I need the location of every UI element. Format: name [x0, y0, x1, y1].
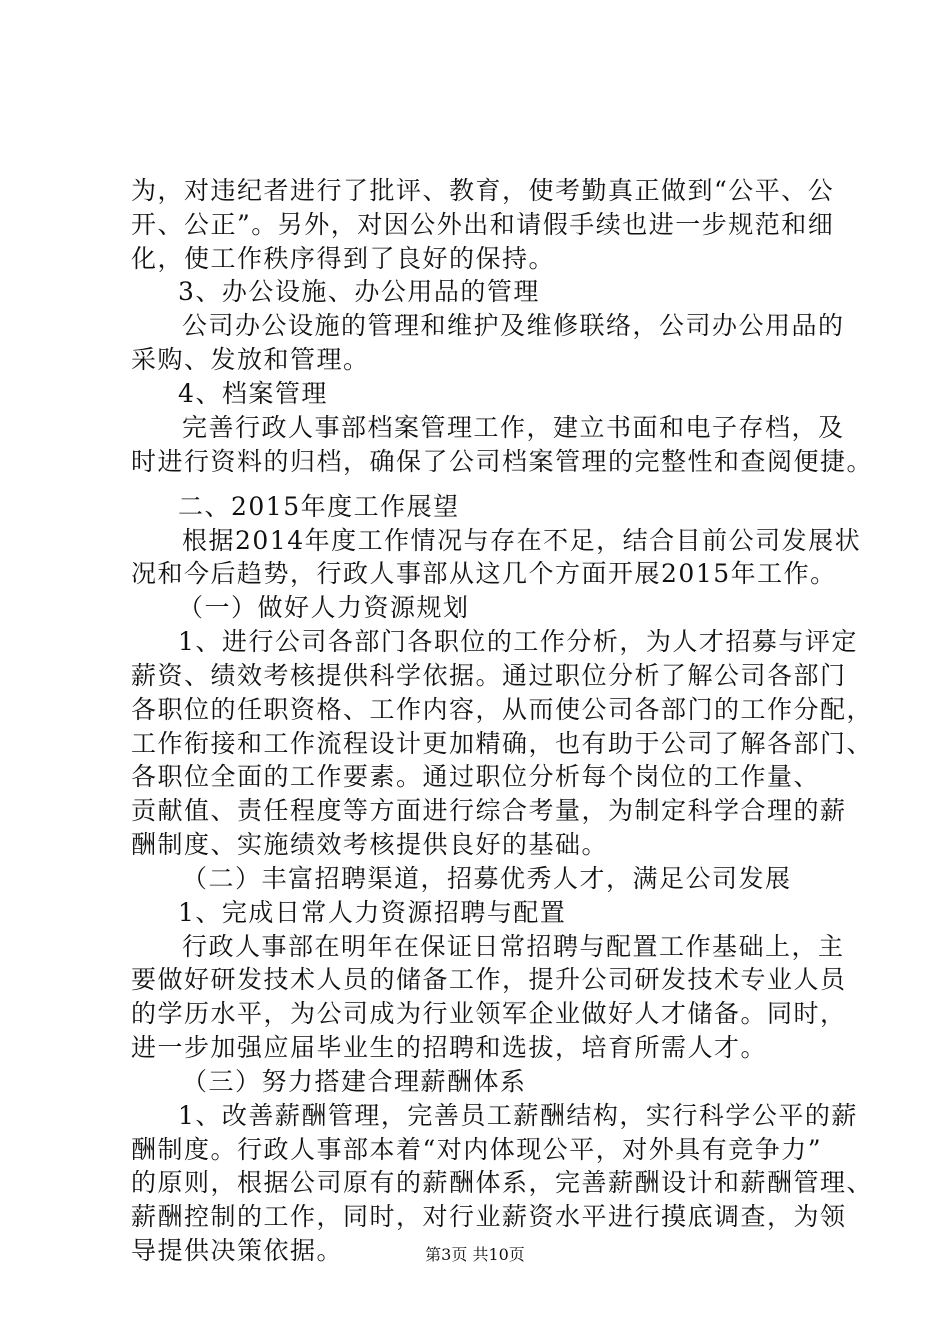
- text-line: 为，对违纪者进行了批评、教育，使考勤真正做到“公平、公: [131, 176, 835, 205]
- text-line: 完善行政人事部档案管理工作，建立书面和电子存档，及: [182, 413, 845, 442]
- section-heading: 4、档案管理: [178, 379, 328, 408]
- text-line: 时进行资料的归档，确保了公司档案管理的完整性和查阅便捷。: [131, 447, 874, 476]
- text-line: 1、改善薪酬管理，完善员工薪酬结构，实行科学公平的薪: [178, 1101, 858, 1130]
- text-line: 各职位全面的工作要素。通过职位分析每个岗位的工作量、: [131, 762, 821, 791]
- text-line: 导提供决策依据。: [131, 1236, 344, 1265]
- text-line: 行政人事部在明年在保证日常招聘与配置工作基础上，主: [182, 932, 845, 961]
- page-footer: 第3页 共10页: [425, 1245, 525, 1264]
- section-heading: （一）做好人力资源规划: [178, 593, 470, 622]
- section-heading: （二）丰富招聘渠道，招募优秀人才，满足公司发展: [182, 864, 792, 893]
- text-line: 贡献值、责任程度等方面进行综合考量，为制定科学合理的薪: [131, 796, 847, 825]
- text-line: 要做好研发技术人员的储备工作，提升公司研发技术专业人员: [131, 965, 847, 994]
- text-line: 进一步加强应届毕业生的招聘和选拔，培育所需人才。: [131, 1033, 768, 1062]
- section-heading: 3、办公设施、办公用品的管理: [178, 277, 540, 306]
- chapter-heading: 二、2015年度工作展望: [178, 492, 460, 521]
- text-line: 开、公正”。另外，对因公外出和请假手续也进一步规范和细: [131, 210, 835, 239]
- text-line: 公司办公设施的管理和维护及维修联络，公司办公用品的: [182, 311, 845, 340]
- section-heading: （三）努力搭建合理薪酬体系: [182, 1067, 527, 1096]
- text-line: 1、进行公司各部门各职位的工作分析，为人才招募与评定: [178, 627, 858, 656]
- text-line: 薪资、绩效考核提供科学依据。通过职位分析了解公司各部门: [131, 661, 847, 690]
- text-line: 的原则，根据公司原有的薪酬体系，完善薪酬设计和薪酬管理、: [131, 1168, 874, 1197]
- text-line: 工作衔接和工作流程设计更加精确，也有助于公司了解各部门、: [131, 729, 874, 758]
- text-line: 的学历水平，为公司成为行业领军企业做好人才储备。同时，: [131, 999, 847, 1028]
- text-line: 根据2014年度工作情况与存在不足，结合目前公司发展状: [182, 526, 862, 555]
- text-line: 薪酬控制的工作，同时，对行业薪资水平进行摸底调查，为领: [131, 1202, 847, 1231]
- text-line: 各职位的任职资格、工作内容，从而使公司各部门的工作分配，: [131, 695, 874, 724]
- text-line: 况和今后趋势，行政人事部从这几个方面开展2015年工作。: [131, 559, 837, 588]
- text-line: 采购、发放和管理。: [131, 345, 370, 374]
- text-line: 化，使工作秩序得到了良好的保持。: [131, 244, 556, 273]
- text-line: 酬制度、实施绩效考核提供良好的基础。: [131, 830, 609, 859]
- section-heading: 1、完成日常人力资源招聘与配置: [178, 898, 567, 927]
- text-line: 酬制度。行政人事部本着“对内体现公平，对外具有竞争力”: [131, 1135, 823, 1164]
